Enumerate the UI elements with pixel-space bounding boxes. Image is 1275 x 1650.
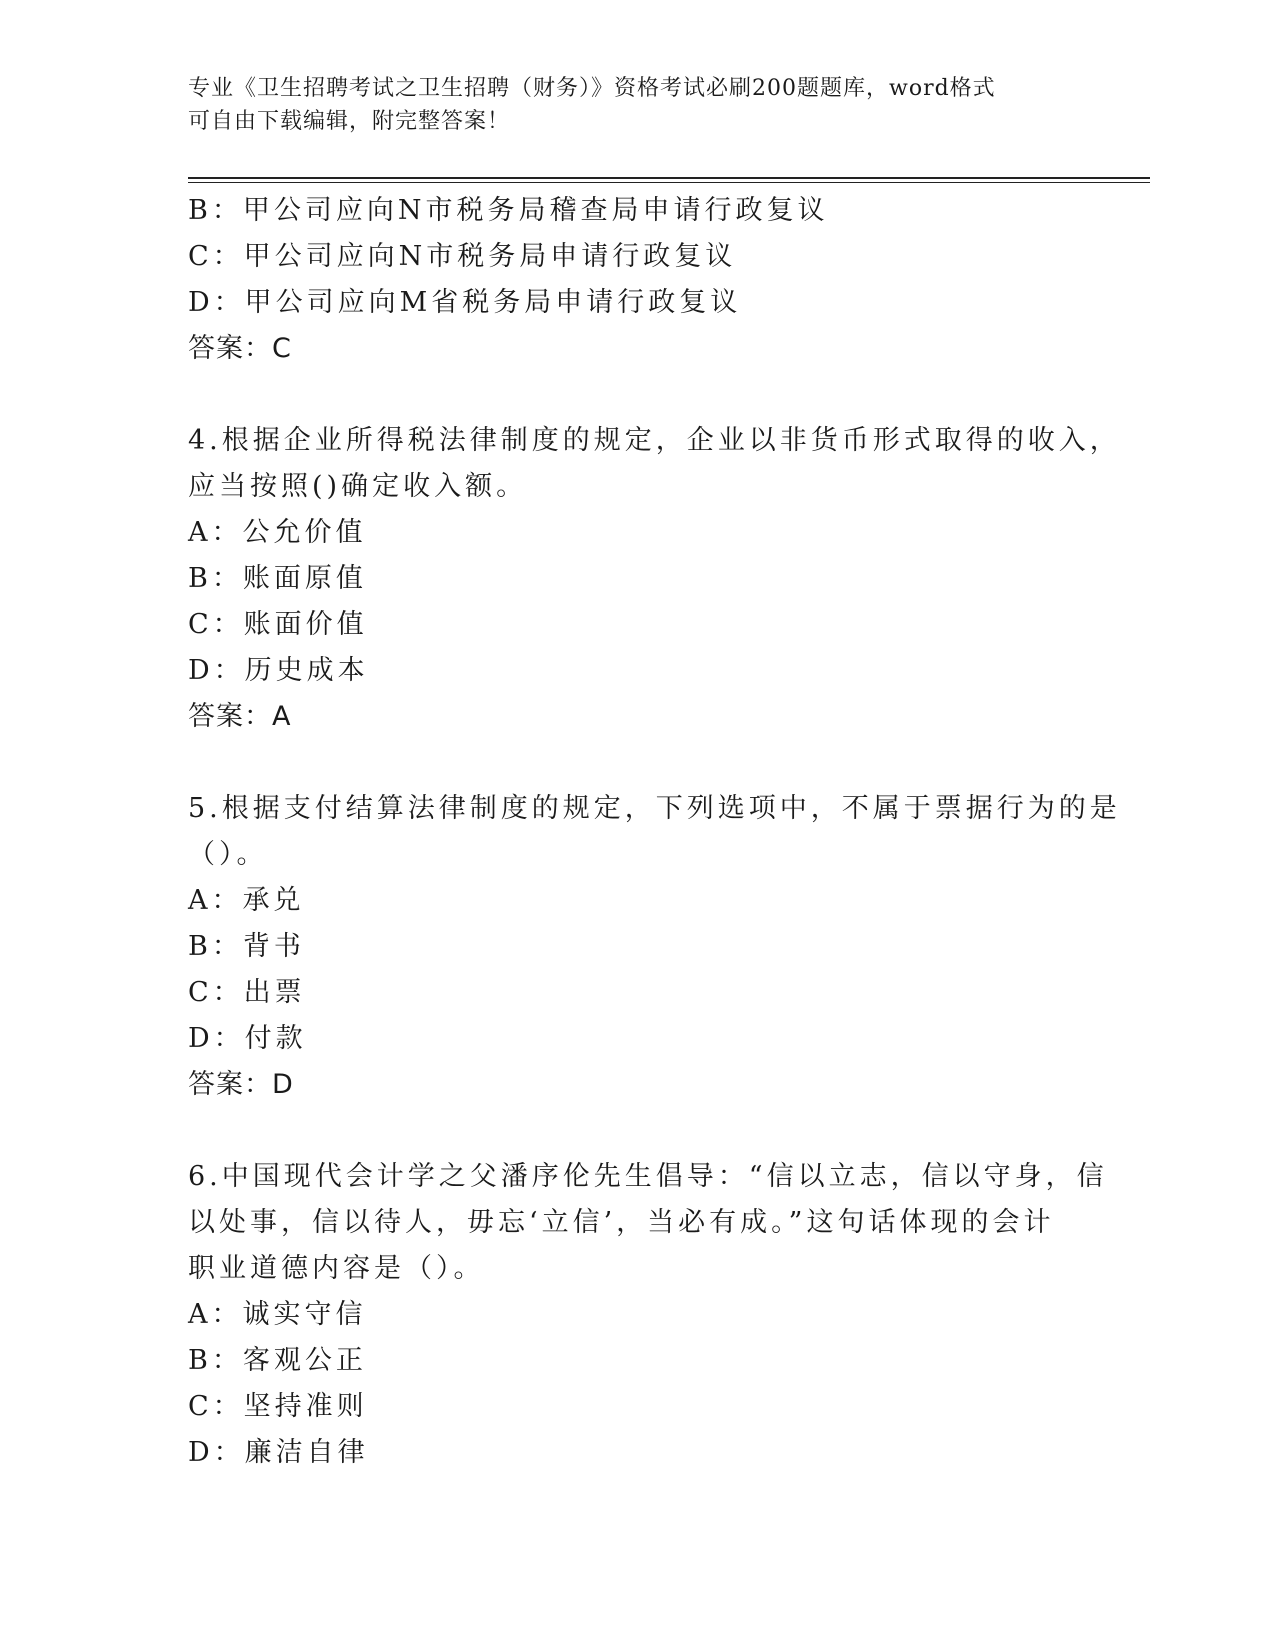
spacer [188, 740, 1068, 786]
option-d: D：甲公司应向M省税务局申请行政复议 [188, 287, 742, 318]
spacer [188, 1108, 1068, 1154]
option-a: A：公允价值 [188, 517, 367, 548]
header-rule-thick [188, 177, 1150, 179]
question-text-line: 职业道德内容是（）。 [188, 1253, 485, 1284]
answer-line: 答案：A [188, 701, 292, 732]
option-b: B：客观公正 [188, 1345, 367, 1376]
question-text-line: 以处事，信以待人，毋忘‘立信’，当必有成。”这句话体现的会计 [188, 1207, 1055, 1238]
question-text-line: 6.中国现代会计学之父潘序伦先生倡导：“信以立志，信以守身，信 [188, 1161, 1108, 1192]
question-text-line: （）。 [188, 839, 268, 870]
header-rule-thin [188, 182, 1150, 183]
answer-line: 答案：C [188, 333, 292, 364]
document-header [188, 72, 1088, 138]
answer-line: 答案：D [188, 1069, 294, 1100]
spacer [188, 372, 1068, 418]
question-3 [188, 188, 1068, 372]
header-line-1: 专业《卫生招聘考试之卫生招聘（财务）》资格考试必刷200题题库，word格式 [188, 76, 996, 101]
question-text-line: 4.根据企业所得税法律制度的规定，企业以非货币形式取得的收入， [188, 425, 1121, 456]
option-b: B：账面原值 [188, 563, 367, 594]
option-c: C：出票 [188, 977, 306, 1008]
question-6 [188, 1154, 1108, 1476]
option-d: D：历史成本 [188, 655, 369, 686]
option-b: B：背书 [188, 931, 305, 962]
question-4 [188, 418, 1121, 740]
option-c: C：甲公司应向N市税务局申请行政复议 [188, 241, 737, 272]
question-5 [188, 786, 1121, 1108]
option-a: A：承兑 [188, 885, 305, 916]
header-line-2: 可自由下载编辑，附完整答案！ [188, 109, 511, 134]
question-list [188, 188, 1121, 1476]
option-d: D：廉洁自律 [188, 1437, 369, 1468]
option-c: C：坚持准则 [188, 1391, 368, 1422]
question-text-line: 5.根据支付结算法律制度的规定，下列选项中，不属于票据行为的是 [188, 793, 1121, 824]
question-text-line: 应当按照()确定收入额。 [188, 471, 528, 502]
option-a: A：诚实守信 [188, 1299, 367, 1330]
option-b: B：甲公司应向N市税务局稽查局申请行政复议 [188, 195, 829, 226]
option-c: C：账面价值 [188, 609, 368, 640]
option-d: D：付款 [188, 1023, 307, 1054]
